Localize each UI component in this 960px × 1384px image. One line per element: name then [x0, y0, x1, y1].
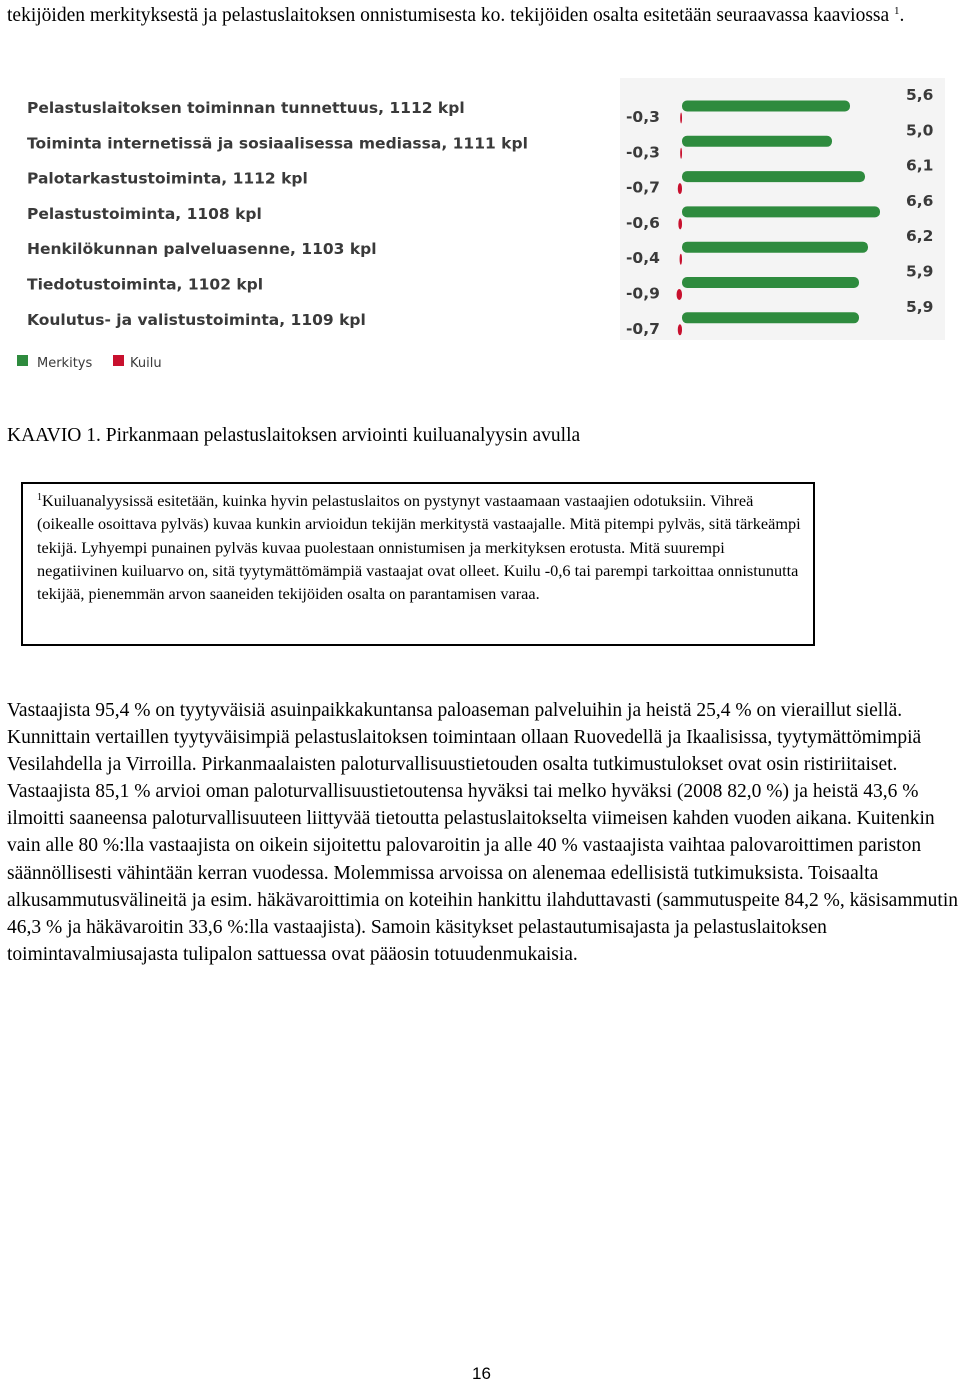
gap-analysis-chart [0, 74, 960, 384]
merkitys-value-label: 6,6 [906, 191, 934, 210]
merkitys-value-label: 5,9 [906, 297, 934, 316]
category-label: Pelastuslaitoksen toiminnan tunnettuus, 1112 kpl [27, 99, 465, 117]
merkitys-bar [682, 242, 868, 253]
kuilu-bar [677, 289, 682, 300]
merkitys-value-label: 5,0 [906, 121, 934, 140]
merkitys-value-label: 5,9 [906, 262, 934, 281]
footnote-text [37, 489, 801, 605]
merkitys-value-label: 6,1 [906, 156, 934, 175]
chart-svg [0, 74, 960, 384]
merkitys-bar [682, 277, 859, 288]
body-paragraph: Vastaajista 95,4 % on tyytyväisiä asuinpaikkakuntansa paloaseman palveluihin ja heistä 25,4 % on vieraillut siellä. Kunnittain vertaillen tyytyväisimpiä pelastuslaitoksen toimintaan ollaan Ruovedellä ja Ikaalisissa, tyytymättömimpiä Vesilahdella ja Virroilla. Pirkanmaalaisten paloturvallisuustietouden osalta tutkimustulokset ovat osin ristiriitaiset. Vastaajista 85,1 % arvioi oman paloturvallisuustietoutensa hyväksi tai melko hyväksi (2008 82,0 %) ja heistä 43,6 % ilmoitti saaneensa paloturvallisuuteen liittyvää tietoutta pelastuslaitokselta viimeisen kahden vuoden aikana. Kuitenkin vain alle 80 %:lla vastaajista on oikein sijoitettu palovaroitin ja alle 40 % vastaajista vaihtaa palovaroittimen pariston säännöllisesti vähintään kerran vuodessa. Molemmissa arvoissa on alenemaa edellisistä tutkimuksista. Toisaalta alkusammutusvälineitä ja esim. häkävaroittimia on koteihin hankittu ilahduttavasti (sammutuspeite 84,2 %, käsisammutin 46,3 % ja häkävaroitin 33,6 %:lla vastaajista). Samoin käsitykset pelastautumisajasta ja pelastuslaitoksen toimintavalmiusajasta tulipalon sattuessa ovat pääosin totuudenmukaisia. [7, 700, 958, 965]
kuilu-value-label: -0,9 [626, 284, 660, 303]
kuilu-value-label: -0,7 [626, 178, 660, 197]
figure-caption: KAAVIO 1. Pirkanmaan pelastuslaitoksen arviointi kuiluanalyysin avulla [7, 425, 581, 446]
kuilu-bar [678, 324, 682, 335]
footnote-box [21, 482, 815, 646]
kuilu-value-label: -0,6 [626, 213, 660, 232]
page-number: 16 [472, 1364, 491, 1383]
legend-kuilu-label: Kuilu [130, 356, 162, 371]
merkitys-bar [682, 206, 880, 217]
kuilu-bar [680, 113, 682, 124]
merkitys-bar [682, 171, 865, 182]
legend-merkitys-label: Merkitys [37, 356, 93, 371]
category-label: Toiminta internetissä ja sosiaalisessa mediassa, 1111 kpl [27, 134, 528, 153]
category-label: Koulutus- ja valistustoiminta, 1109 kpl [27, 310, 366, 329]
merkitys-value-label: 6,2 [906, 227, 934, 246]
category-label: Palotarkastustoiminta, 1112 kpl [27, 169, 308, 188]
intro-text: tekijöiden merkityksestä ja pelastuslaitoksen onnistumisesta ko. tekijöiden osalta esitetään seuraavassa kaaviossa [7, 5, 890, 26]
kuilu-bar [680, 254, 682, 265]
footnote-number: 1 [37, 492, 42, 503]
intro-paragraph [7, 2, 937, 29]
legend-kuilu-swatch [113, 355, 124, 366]
category-label: Tiedotustoiminta, 1102 kpl [27, 275, 264, 294]
merkitys-bar [682, 312, 859, 323]
kuilu-bar [678, 183, 682, 194]
kuilu-value-label: -0,4 [626, 249, 660, 268]
footnote-ref: 1 [894, 5, 900, 17]
intro-suffix: . [899, 5, 905, 26]
kuilu-bar [680, 148, 682, 159]
merkitys-bar [682, 101, 850, 112]
kuilu-value-label: -0,7 [626, 319, 660, 338]
category-label: Pelastustoiminta, 1108 kpl [27, 204, 262, 223]
kuilu-bar [678, 218, 682, 229]
merkitys-bar [682, 136, 832, 147]
merkitys-value-label: 5,6 [906, 86, 934, 104]
kuilu-value-label: -0,3 [626, 108, 660, 126]
footnote-body: Kuiluanalyysissä esitetään, kuinka hyvin pelastuslaitos on pystynyt vastaamaan vastaajien odotuksiin. Vihreä (oikealle osoittava pylväs) kuvaa kunkin arvioidun tekijän merkitystä vastaajalle. Mitä pitempi pylväs, sitä tärkeämpi tekijä. Lyhyempi punainen pylväs kuvaa puolestaan onnistumisen ja merkityksen erotusta. Mitä suurempi negatiivinen kuiluarvo on, sitä tyytymättömämpiä vastaajat ovat olleet. Kuilu -0,6 tai parempi tarkoittaa onnistunutta tekijää, pienemmän arvon saaneiden tekijöiden osalta on parantamisen varaa. [37, 491, 801, 604]
category-label: Henkilökunnan palveluasenne, 1103 kpl [27, 240, 377, 259]
legend-merkitys-swatch [17, 355, 28, 366]
kuilu-value-label: -0,3 [626, 143, 660, 162]
